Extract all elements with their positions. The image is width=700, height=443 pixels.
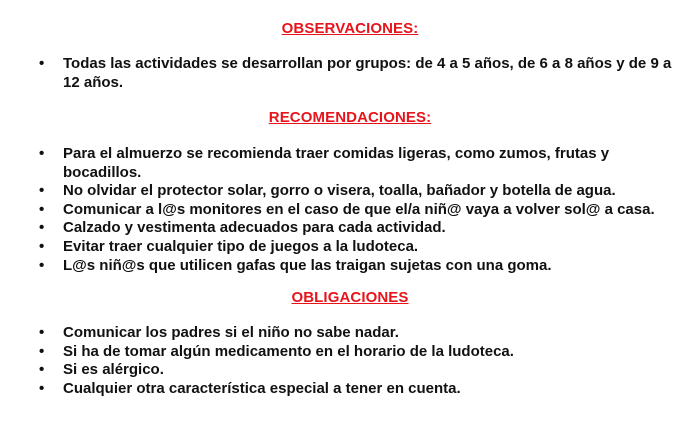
list-item — [0, 257, 700, 276]
bullet-icon: • — [39, 55, 45, 72]
list-item-text: Calzado y vestimenta adecuados para cada actividad. — [63, 219, 446, 237]
bullet-icon: • — [39, 361, 45, 379]
list-item — [0, 343, 700, 362]
list-item-text: Comunicar a l@s monitores en el caso de que el/a niñ@ vaya a volver sol@ a casa. — [63, 200, 655, 218]
list-item — [0, 361, 700, 380]
bullet-icon: • — [39, 145, 45, 162]
recomendaciones-list — [0, 145, 700, 275]
bullet-icon: • — [39, 237, 45, 255]
bullet-icon: • — [39, 379, 45, 397]
list-item-text: Para el almuerzo se recomienda traer comidas ligeras, como zumos, frutas y bocadillos. — [63, 145, 610, 181]
list-item-text: Todas las actividades se desarrollan por grupos: de 4 a 5 años, de 6 a 8 años y de 9 a 12 años. — [63, 55, 672, 91]
bullet-icon: • — [39, 256, 45, 274]
recomendaciones-heading: RECOMENDACIONES: — [268, 109, 432, 126]
list-item-text: Evitar traer cualquier tipo de juegos a la ludoteca. — [63, 237, 419, 255]
list-item — [0, 324, 700, 343]
list-item — [0, 238, 700, 257]
obligaciones-list — [0, 324, 700, 398]
list-item — [0, 55, 700, 92]
observaciones-heading: OBSERVACIONES: — [281, 20, 419, 37]
list-item-text: No olvidar el protector solar, gorro o visera, toalla, bañador y botella de agua. — [63, 182, 616, 200]
list-item-text: Si es alérgico. — [63, 361, 164, 379]
list-item-text: Si ha de tomar algún medicamento en el horario de la ludoteca. — [63, 342, 514, 360]
list-item — [0, 380, 700, 399]
list-item — [0, 145, 700, 182]
list-item-text: Comunicar los padres si el niño no sabe nadar. — [63, 324, 399, 341]
bullet-icon: • — [39, 182, 45, 200]
list-item-text: Cualquier otra característica especial a tener en cuenta. — [63, 379, 461, 397]
bullet-icon: • — [39, 219, 45, 237]
bullet-icon: • — [39, 342, 45, 360]
bullet-icon: • — [39, 324, 45, 341]
bullet-icon: • — [39, 200, 45, 218]
list-item-text: L@s niñ@s que utilicen gafas que las traigan sujetas con una goma. — [63, 256, 552, 274]
observaciones-list — [0, 55, 700, 92]
list-item — [0, 201, 700, 220]
list-item — [0, 219, 700, 238]
obligaciones-heading: OBLIGACIONES — [291, 289, 409, 306]
list-item — [0, 182, 700, 201]
